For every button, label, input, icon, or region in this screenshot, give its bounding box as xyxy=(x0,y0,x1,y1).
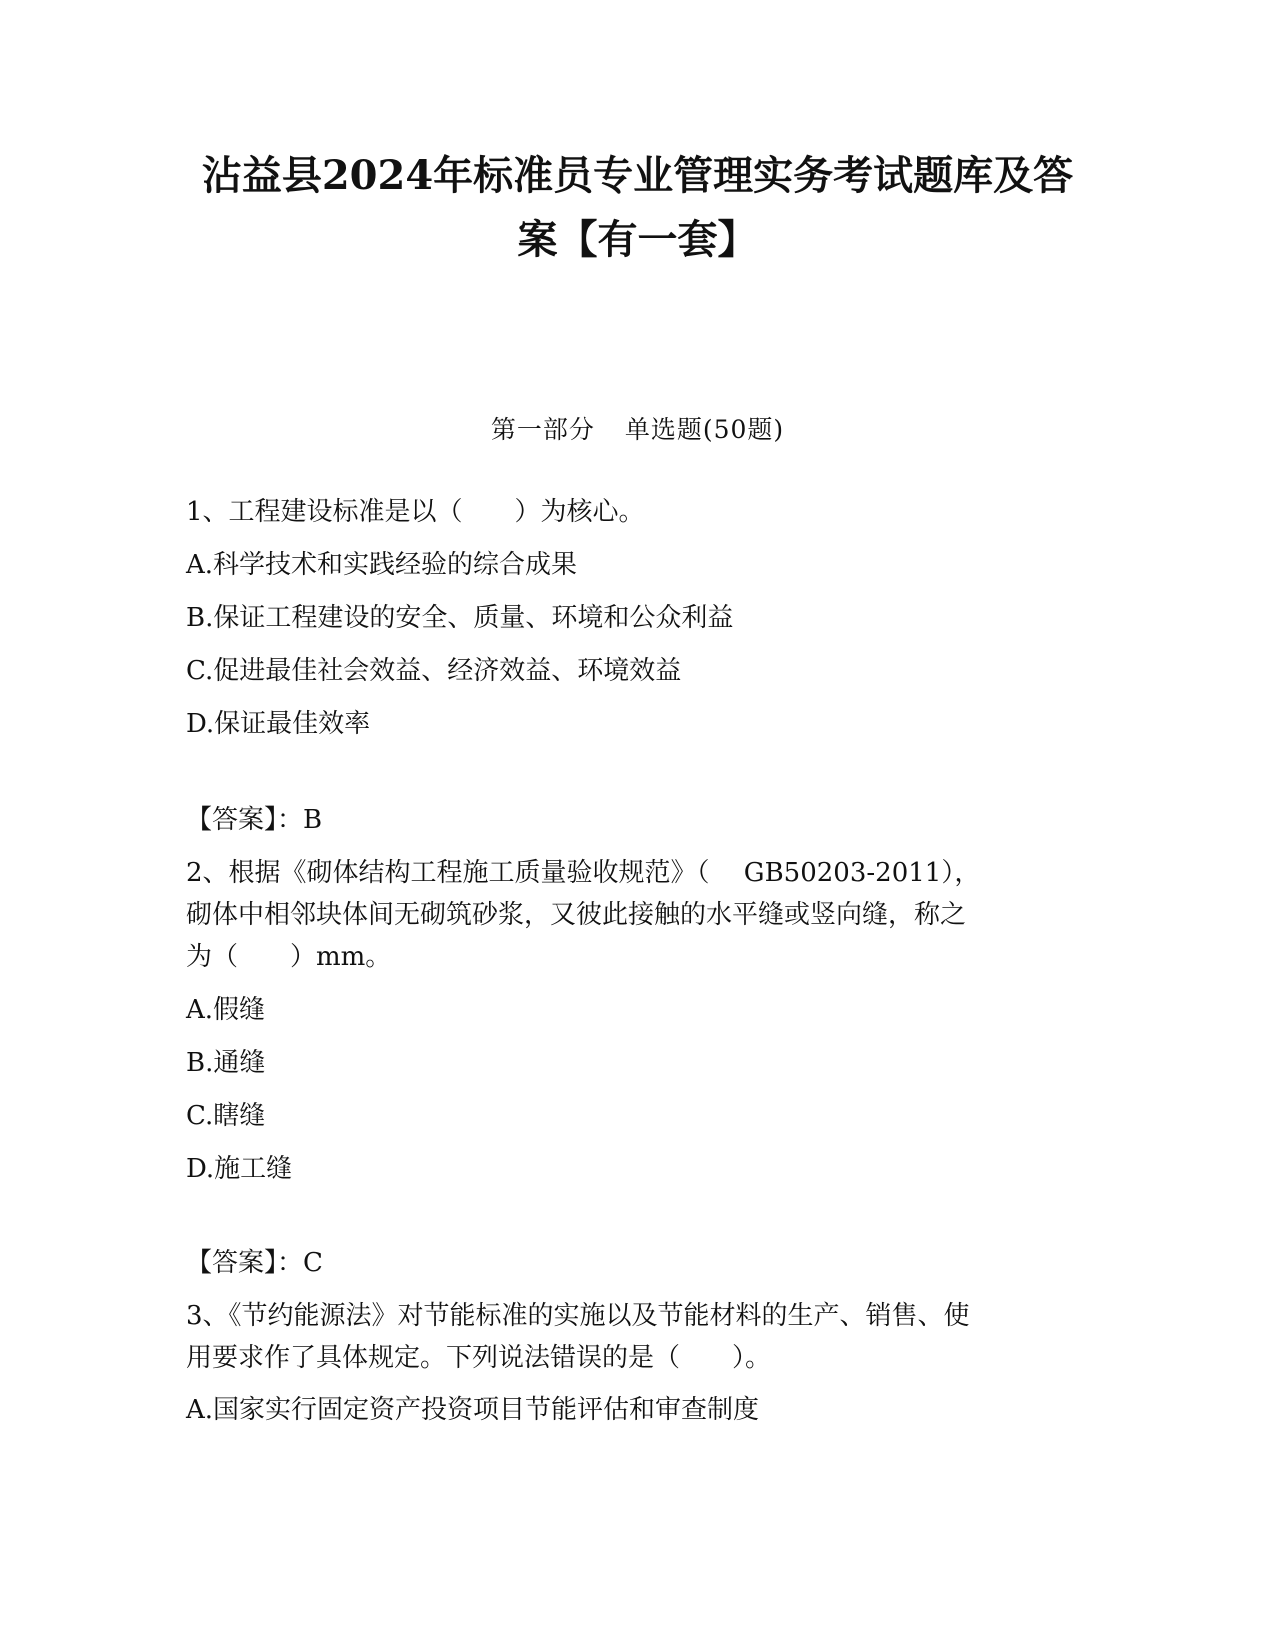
question-3-stem-line-1: 3、《节约能源法》对节能标准的实施以及节能材料的生产、销售、使 xyxy=(186,1301,970,1331)
question-1-option-a: A.科学技术和实践经验的综合成果 xyxy=(186,550,578,580)
question-2-answer: 【答案】：C xyxy=(186,1248,323,1278)
question-1-answer: 【答案】：B xyxy=(186,805,323,835)
question-2-option-b: B.通缝 xyxy=(186,1048,266,1078)
question-1-stem: 1、工程建设标准是以（ ）为核心。 xyxy=(186,497,645,527)
document-title-line-2: 案【有一套】 xyxy=(517,216,758,263)
question-2-option-d: D.施工缝 xyxy=(186,1154,293,1184)
question-2-stem-line-2: 砌体中相邻块体间无砌筑砂浆，又彼此接触的水平缝或竖向缝，称之 xyxy=(186,900,967,930)
question-2-stem-line-1: 2、根据《砌体结构工程施工质量验收规范》（ GB50203-2011）， xyxy=(186,858,981,888)
question-2-option-a: A.假缝 xyxy=(186,995,266,1025)
question-2-stem-line-3: 为（ ）mm。 xyxy=(186,942,392,972)
question-3-option-a: A.国家实行固定资产投资项目节能评估和审查制度 xyxy=(186,1395,760,1425)
section-type: 单选题(50题) xyxy=(624,415,785,444)
question-1-option-b: B.保证工程建设的安全、质量、环境和公众利益 xyxy=(186,603,734,633)
question-1-option-c: C.促进最佳社会效益、经济效益、环境效益 xyxy=(186,656,682,686)
section-heading xyxy=(0,412,1275,448)
question-3-stem-line-2: 用要求作了具体规定。下列说法错误的是（ ）。 xyxy=(186,1343,772,1373)
document-title-line-1: 沾益县2024年标准员专业管理实务考试题库及答 xyxy=(201,152,1074,199)
question-2-option-c: C.瞎缝 xyxy=(186,1101,266,1131)
section-label: 第一部分 xyxy=(490,415,595,444)
question-1-option-d: D.保证最佳效率 xyxy=(186,709,371,739)
